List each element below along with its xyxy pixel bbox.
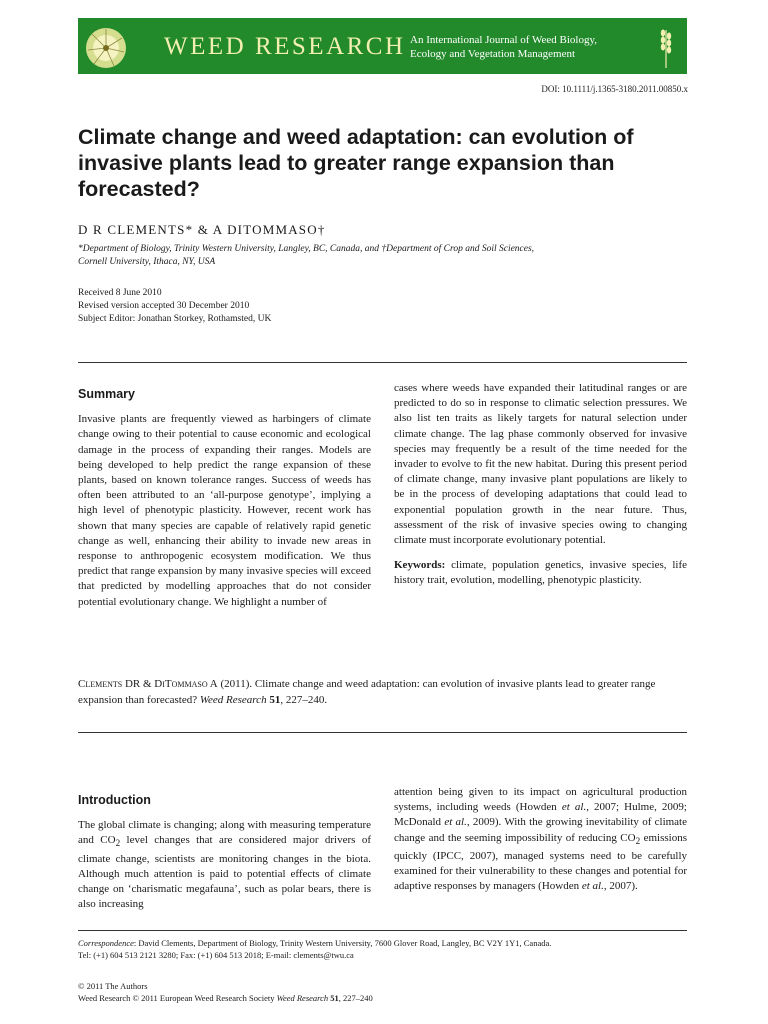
journal-subtitle: An International Journal of Weed Biology, Ecology and Vegetation Management: [410, 34, 597, 60]
summary-column-1: [78, 387, 371, 610]
divider: [78, 362, 687, 363]
footnote-divider: [78, 930, 687, 931]
article-title: Climate change and weed adaptation: can evolution of invasive plants lead to greater range expansion than forecasted?: [78, 125, 634, 201]
correspondence: Correspondence: David Clements, Department of Biology, Trinity Western University, 7600 Glover Road, Langley, BC V2Y 1Y1, Canada. Tel: (+1) 604 513 2121 3280; Fax: (+1) 604 513 2018; E-mail: clements@twu.ca: [78, 937, 687, 961]
summary-column-2: [394, 381, 687, 589]
keywords-list: climate, population genetics, invasive species, life history trait, evolution, modelling, phenotypic plasticity.: [394, 559, 687, 587]
intro-text-1: The global climate is changing; along with measuring temperature and $CO_2$ level changes that are considered major drivers of climate change, scientists are monitoring changes in the biota. Although much attention is paid to potential effects of climate change on ‘charismatic megafauna’, such as polar bears, there is also increasing: [78, 819, 371, 911]
journal-banner: [78, 18, 687, 74]
keywords: [394, 558, 687, 588]
introduction-heading: Introduction: [78, 793, 151, 807]
article-dates: [78, 287, 271, 326]
summary-text-1: Invasive plants are frequently viewed as harbingers of climate change owing to their potential to cause economic and ecological damage in the process of expanding their ranges. Models are being developed to help predict the range expansion of these plants, based on known tolerance ranges. Success of weeds has often been attributed to an ‘all-purpose genotype’, implying a high level of phenotypic plasticity. However, recent work has shown that many species are capable of relatively rapid genetic change as well, enhancing their ability to invade new areas in response to anthropogenic ecosystem modification. We thus predict that range expansion by many invasive species will exceed that predicted by modelling approaches that do not consider potential evolutionary change. We highlight a number of: [78, 413, 371, 608]
subject-editor: Subject Editor: Jonathan Storkey, Rothamsted, UK: [78, 314, 272, 324]
journal-name: WEED RESEARCH: [164, 33, 406, 60]
summary-heading: Summary: [78, 387, 135, 401]
summary-text-2: cases where weeds have expanded their latitudinal ranges or are predicted to do so in response to climatic selection pressures. We also list ten traits as likely targets for natural selection under climate change. The lag phase commonly observed for invasive species may frequently be a result of the time needed for the invader to evolve to fit the new habitat. During this present period of climate change, many invasive plant populations are likely to be in the process of developing adaptations that could lead to exponential population growth in the near future. Thus, assessment of the risk of invasive species owing to changing climate must incorporate evolutionary potential.: [394, 382, 687, 547]
intro-column-1: [78, 793, 371, 913]
authors: D R CLEMENTS* & A DITOMMASO†: [78, 222, 326, 237]
intro-text-2: attention being given to its impact on agricultural production systems, including weeds (Howden et al., 2007; Hulme, 2009; McDonald et al., 2009). With the growing inevitability of climate change and the seeming impossibility of reducing $CO_2$ emissions quickly (IPCC, 2007), managed systems need to be carefully examined for their vulnerability to these changes and potential for adaptive responses by managers (Howden et al., 2007).: [394, 786, 687, 893]
doi[interactable]: DOI: 10.1111/j.1365-3180.2011.00850.x: [541, 84, 688, 94]
contact-info: Tel: (+1) 604 513 2121 3280; Fax: (+1) 604 513 2018; E-mail: clements@twu.ca: [78, 950, 354, 960]
revised-date: Revised version accepted 30 December 2010: [78, 301, 250, 311]
dandelion-logo-icon: [82, 20, 134, 72]
received-date: Received 8 June 2010: [78, 288, 162, 298]
affiliations: *Department of Biology, Trinity Western University, Langley, BC, Canada, and †Department of Crop and Soil Sciences, Cornell University, Ithaca, NY, USA: [78, 244, 535, 267]
intro-column-2: [394, 785, 687, 895]
keywords-label: Keywords:: [394, 559, 446, 572]
divider: [78, 732, 687, 733]
citation: Clements DR & DiTommaso A (2011). Climate change and weed adaptation: can evolution of invasive plants lead to greater range expansion than forecasted? Weed Research 51, 227–240.: [78, 678, 656, 706]
copyright-footer: © 2011 The Authors Weed Research © 2011 European Weed Research Society Weed Research 51, 227–240: [78, 981, 373, 1003]
wheat-icon: [657, 24, 675, 68]
